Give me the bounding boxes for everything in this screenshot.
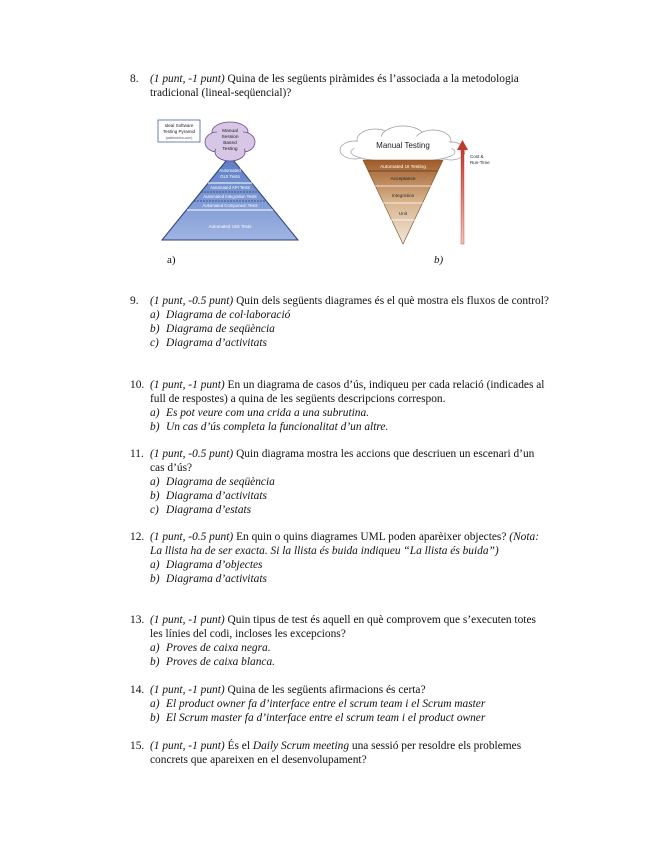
answer-option: a) El product owner fa d’interface entre el scrum team i el Scrum master: [150, 698, 486, 710]
question-note: (Nota: La llista ha de ser exacta. Si la llista és buida indiqueu “La llista és buida”): [150, 531, 540, 557]
question-number: 10.: [130, 379, 145, 391]
layer-integration: Integration: [391, 194, 415, 199]
cloud-label: Manual Testing: [376, 141, 430, 150]
question-points: (1 punt, -1 punt): [150, 73, 225, 85]
question-number: 13.: [130, 614, 145, 626]
answer-option: a) Diagrama de col·laboració: [150, 309, 291, 321]
answer-option: a) Diagrama d’objectes: [150, 559, 263, 571]
layer-integration: Automated Integration Tests: [203, 194, 257, 199]
question-text: Quin tipus de test és aquell en què comprovem que s’executen totes les línies del codi, incloses les excepcions?: [150, 614, 536, 640]
answer-option: a) Diagrama de seqüència: [150, 476, 275, 488]
question-text: Quin diagrama mostra les accions que descriuen un escenari d’un cas d’ús?: [150, 448, 535, 474]
inverted-testing-pyramid-figure: [335, 116, 500, 251]
layer-unit: Automated Unit Tests: [208, 224, 252, 229]
arrow-label-line-2: Run-Time: [470, 160, 490, 165]
question-number: 12.: [130, 531, 145, 543]
figure-caption-b: b): [434, 254, 444, 266]
question-12: [130, 530, 550, 586]
answer-option: b) Diagrama de seqüència: [150, 323, 275, 335]
question-9: [130, 294, 550, 350]
question-text: En un diagrama de casos d’ús, indiqueu per cada relació (indicades al full de respostes) a quina de les següents descripcions correspon.: [150, 379, 545, 405]
question-15: [130, 739, 550, 767]
question-points: (1 punt, -0.5 punt): [150, 448, 234, 460]
question-text: Quina de les següents piràmides és l’associada a la metodologia tradicional (lineal-seqüencial)?: [150, 73, 519, 99]
question-text-after: una sessió per resoldre els problemes concrets que apareixen en el desenvolupament?: [150, 740, 522, 766]
layer-component: Automated Component Tests: [202, 203, 258, 208]
question-text: En quin o quins diagrames UML poden aparèixer objectes?: [236, 531, 507, 543]
question-8: [130, 72, 550, 100]
cloud-line-3: Based: [223, 141, 237, 146]
answer-option: a) Proves de caixa negra.: [150, 642, 271, 654]
question-text: Quin dels següents diagrames és el què mostra els fluxos de control?: [236, 295, 549, 307]
answer-option: c) Diagrama d’activitats: [150, 337, 267, 349]
question-11: [130, 447, 550, 517]
question-text-before: És el: [227, 740, 250, 752]
question-number: 11.: [130, 448, 144, 460]
legend-line-2: Testing Pyramid: [162, 129, 196, 134]
cloud-line-2: Session: [221, 135, 239, 140]
layer-api: Automated API Tests: [210, 185, 250, 190]
question-points: (1 punt, -0.5 punt): [150, 295, 234, 307]
question-number: 8.: [130, 73, 139, 85]
answer-option: b) Proves de caixa blanca.: [150, 656, 276, 668]
answer-option: a) Es pot veure com una crida a una subrutina.: [150, 407, 370, 419]
arrow-label-line-1: Cost &: [470, 154, 484, 159]
question-text: Quina de les següents afirmacions és certa?: [227, 684, 426, 696]
answer-option: b) El Scrum master fa d’interface entre el scrum team i el product owner: [150, 712, 486, 724]
cloud-line-1: Manual: [222, 129, 238, 134]
question-points: (1 punt, -1 punt): [150, 614, 225, 626]
question-13: [130, 613, 550, 669]
question-number: 9.: [130, 295, 139, 307]
layer-acceptance: Acceptance: [390, 177, 416, 182]
answer-option: b) Diagrama d’activitats: [150, 573, 267, 585]
question-points: (1 punt, -0.5 punt): [150, 531, 234, 543]
pyramid-figures: [150, 112, 510, 272]
question-10: [130, 378, 550, 434]
legend-line-3: (watirmelon.com): [165, 136, 193, 140]
question-number: 15.: [130, 740, 145, 752]
question-points: (1 punt, -1 punt): [150, 684, 225, 696]
answer-option: b) Diagrama d’activitats: [150, 490, 267, 502]
figure-caption-a: a): [167, 254, 176, 266]
layer-gui-line-1: Automated: [219, 168, 241, 173]
answer-option: b) Un cas d’ús completa la funcionalitat d’un altre.: [150, 421, 389, 433]
layer-gui-line-2: GUI Tests: [220, 174, 240, 179]
question-14: [130, 683, 550, 725]
legend-line-1: Ideal Software: [164, 123, 194, 128]
cloud-line-4: Testing: [222, 147, 238, 152]
ideal-testing-pyramid-figure: [150, 112, 310, 242]
question-points: (1 punt, -1 punt): [150, 379, 225, 391]
question-points: (1 punt, -1 punt): [150, 740, 225, 752]
layer-ui: Automated UI Testing: [380, 165, 426, 170]
question-number: 14.: [130, 684, 145, 696]
inverted-pyramid-shape: [363, 160, 443, 244]
layer-unit: Unit: [398, 212, 408, 217]
question-text-emphasis: Daily Scrum meeting: [252, 740, 350, 752]
cost-arrow-shaft: [461, 148, 464, 244]
answer-option: c) Diagrama d’estats: [150, 504, 252, 516]
